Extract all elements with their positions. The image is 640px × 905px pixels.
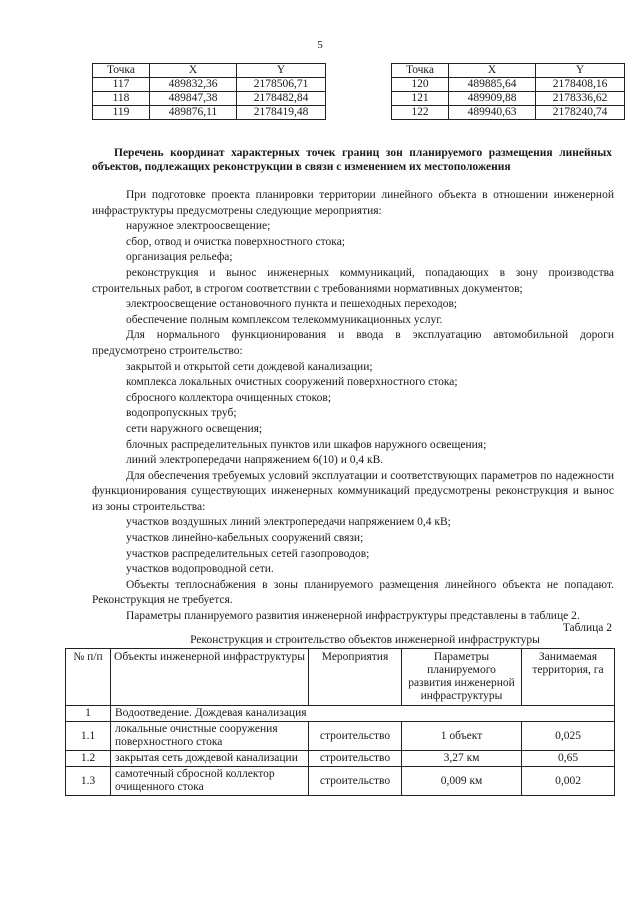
table-row xyxy=(93,92,326,106)
table-title: Реконструкция и строительство объектов инженерной инфраструктуры xyxy=(190,634,540,646)
paragraph: Объекты теплоснабжения в зоны планируемого размещения линейного объекта не попадают. Реконструкция не требуется. xyxy=(92,578,614,607)
table-cell: 0,025 xyxy=(522,722,615,751)
list-item: участков линейно-кабельных сооружений связи; xyxy=(126,532,364,545)
table-cell: Водоотведение. Дождевая канализация xyxy=(111,706,615,722)
table-cell: 2178506,71 xyxy=(237,78,326,92)
list-item: организация рельефа; xyxy=(126,251,233,264)
column-header: Y xyxy=(237,64,326,78)
column-header: Y xyxy=(536,64,625,78)
table-cell: строительство xyxy=(309,751,402,767)
page-number: 5 xyxy=(317,39,323,51)
list-item: электроосвещение остановочного пункта и пешеходных переходов; xyxy=(126,298,458,311)
table-cell: 1.3 xyxy=(66,767,111,796)
list-item: комплекса локальных очистных сооружений поверхностного стока; xyxy=(126,376,458,389)
column-header: Объекты инженерной инфраструктуры xyxy=(111,649,309,706)
list-item: наружное электроосвещение; xyxy=(126,220,271,233)
table-row xyxy=(392,92,625,106)
table-cell: локальные очистные сооружения поверхностного стока xyxy=(111,722,309,751)
table-cell: 1 xyxy=(66,706,111,722)
paragraph: При подготовке проекта планировки территории линейного объекта в отношении инженерной инфраструктуры предусмотрены следующие мероприятия: xyxy=(92,189,614,217)
list-item: участков распределительных сетей газопроводов; xyxy=(126,547,370,560)
table-cell: самотечный сбросной коллектор очищенного стока xyxy=(111,767,309,796)
table-cell: строительство xyxy=(309,722,402,751)
table-row xyxy=(66,767,615,796)
table-cell: строительство xyxy=(309,767,402,796)
list-item: сбор, отвод и очистка поверхностного стока; xyxy=(126,235,345,248)
table-row xyxy=(93,106,326,120)
paragraph: Для нормального функционирования и ввода в эксплуатацию автомобильной дороги предусмотрено строительство: xyxy=(92,329,614,357)
table-cell: 489940,63 xyxy=(449,106,536,120)
paragraph: Для обеспечения требуемых условий эксплуатации и соответствующих параметров по надежности функционирования существующих инженерных коммуникаций предусмотрены реконструкция и вынос из зоны строительства: xyxy=(92,469,614,513)
table-row xyxy=(66,722,615,751)
list-item: участков водопроводной сети. xyxy=(126,563,274,576)
column-header: Точка xyxy=(392,64,449,78)
table-cell: 2178482,84 xyxy=(237,92,326,106)
table-cell: 2178336,62 xyxy=(536,92,625,106)
column-header: X xyxy=(150,64,237,78)
table-cell: 1.2 xyxy=(66,751,111,767)
table-cell: 119 xyxy=(93,106,150,120)
table-cell: 0,009 км xyxy=(402,767,522,796)
paragraph: Параметры планируемого развития инженерной инфраструктуры представлены в таблице 2. xyxy=(126,610,580,623)
table-header-row xyxy=(66,649,615,706)
list-item: линий электропередачи напряжением 6(10) и 0,4 кВ. xyxy=(126,454,384,467)
table-cell: 2178419,48 xyxy=(237,106,326,120)
paragraph: реконструкция и вынос инженерных коммуникаций, попадающих в зону производства строительных работ, в строгом соответствии с требованиями нормативных документов; xyxy=(92,266,614,295)
table-cell: 0,002 xyxy=(522,767,615,796)
table-cell: 120 xyxy=(392,78,449,92)
table-cell: 117 xyxy=(93,78,150,92)
table-cell: 1 объект xyxy=(402,722,522,751)
coordinates-table-left xyxy=(92,63,326,120)
column-header: Мероприятия xyxy=(309,649,402,706)
table-header-row xyxy=(93,64,326,78)
table-cell: 489832,36 xyxy=(150,78,237,92)
column-header: Параметры планируемого развития инженерной инфраструктуры xyxy=(402,649,522,706)
table-header-row xyxy=(392,64,625,78)
table-cell: 1.1 xyxy=(66,722,111,751)
list-item: участков воздушных линий электропередачи напряжением 0,4 кВ; xyxy=(126,516,451,529)
list-item: обеспечение полным комплексом телекоммуникационных услуг. xyxy=(126,313,443,326)
body-text xyxy=(92,188,614,625)
list-item: закрытой и открытой сети дождевой канализации; xyxy=(126,360,373,373)
coordinates-table-right xyxy=(391,63,625,120)
table-cell: 2178240,74 xyxy=(536,106,625,120)
list-item: водопропускных труб; xyxy=(126,407,237,420)
table-cell: закрытая сеть дождевой канализации xyxy=(111,751,309,767)
table-section-row xyxy=(66,706,615,722)
table-cell: 489847,38 xyxy=(150,92,237,106)
list-item: блочных распределительных пунктов или шкафов наружного освещения; xyxy=(126,438,487,451)
table-cell: 3,27 км xyxy=(402,751,522,767)
table-cell: 489885,64 xyxy=(449,78,536,92)
column-header: Точка xyxy=(93,64,150,78)
column-header: X xyxy=(449,64,536,78)
section-heading: Перечень координат характерных точек границ зон планируемого размещения линейных объектов, подлежащих реконструкции в связи с изменением их местоположения xyxy=(92,147,612,173)
infrastructure-table xyxy=(65,648,615,796)
table-row xyxy=(93,78,326,92)
list-item: сбросного коллектора очищенных стоков; xyxy=(126,391,332,404)
table-cell: 0,65 xyxy=(522,751,615,767)
table-cell: 122 xyxy=(392,106,449,120)
table-row xyxy=(66,751,615,767)
column-header: № п/п xyxy=(66,649,111,706)
table-cell: 121 xyxy=(392,92,449,106)
table-cell: 118 xyxy=(93,92,150,106)
table-cell: 489909,88 xyxy=(449,92,536,106)
column-header: Занимаемая территория, га xyxy=(522,649,615,706)
list-item: сети наружного освещения; xyxy=(126,422,263,435)
table-cell: 2178408,16 xyxy=(536,78,625,92)
table-row xyxy=(392,106,625,120)
table-label: Таблица 2 xyxy=(562,622,612,634)
table-cell: 489876,11 xyxy=(150,106,237,120)
table-row xyxy=(392,78,625,92)
